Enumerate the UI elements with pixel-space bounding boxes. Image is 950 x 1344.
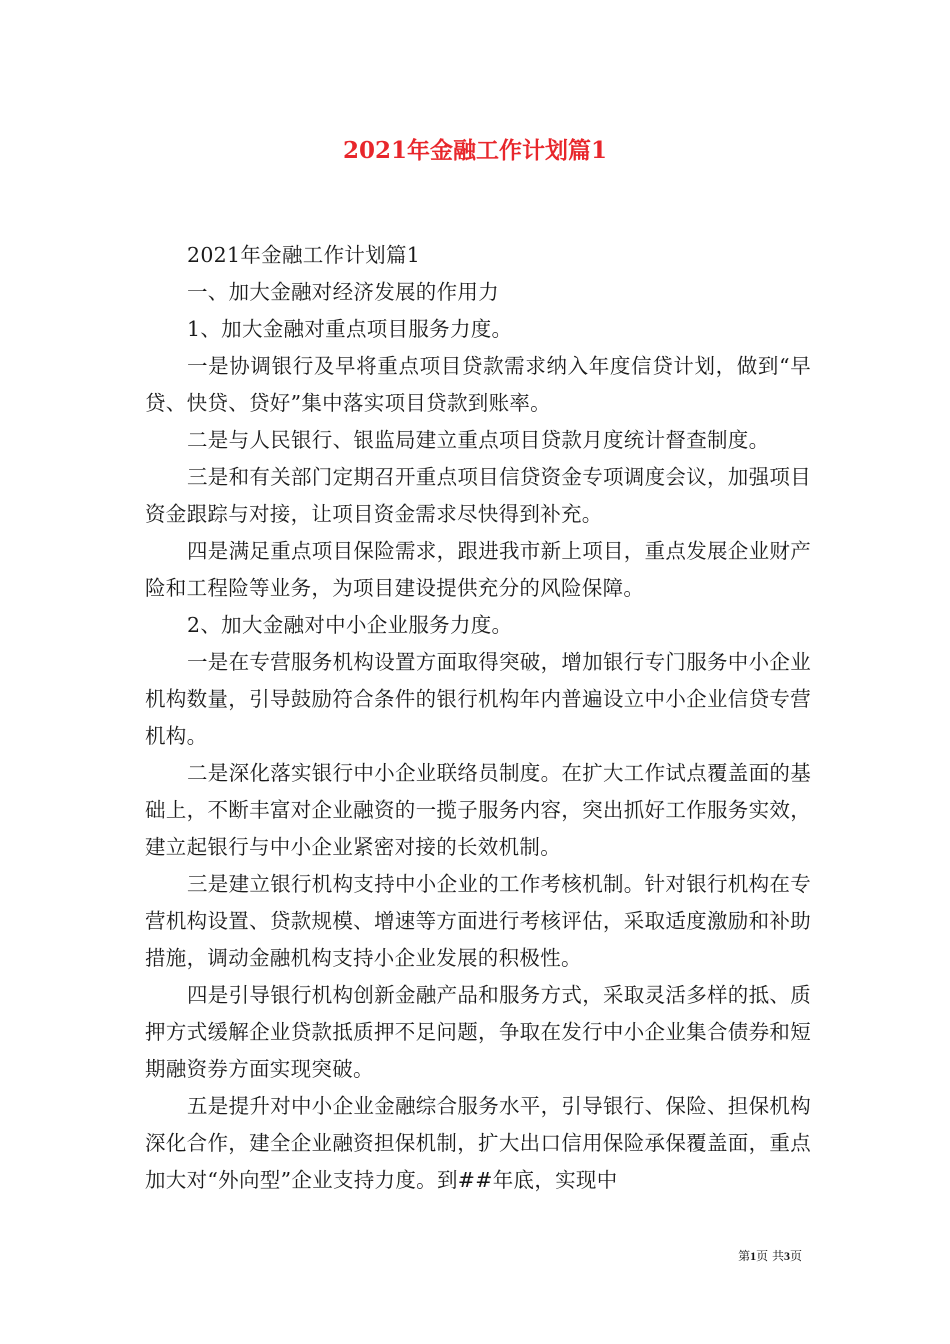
- page-footer: [738, 1247, 802, 1264]
- paragraph: 2、加大金融对中小企业服务力度。: [187, 613, 513, 637]
- paragraph: 三是和有关部门定期召开重点项目信贷资金专项调度会议，加强项目资金跟踪与对接，让项目资金需求尽快得到补充。: [145, 465, 811, 526]
- document-title: 2021年金融工作计划篇1: [342, 137, 608, 164]
- document-body: [145, 237, 811, 1199]
- footer-middle: 页 共: [756, 1249, 784, 1263]
- paragraph: 1、加大金融对重点项目服务力度。: [187, 317, 513, 341]
- footer-prefix: 第: [738, 1249, 751, 1263]
- paragraph: 一是协调银行及早将重点项目贷款需求纳入年度信贷计划，做到“早贷、快贷、贷好”集中落实项目贷款到账率。: [145, 354, 811, 415]
- footer-current-page: 1: [750, 1249, 757, 1263]
- paragraph: 四是满足重点项目保险需求，跟进我市新上项目，重点发展企业财产险和工程险等业务，为项目建设提供充分的风险保障。: [145, 539, 811, 600]
- paragraph: 2021年金融工作计划篇1: [187, 243, 421, 267]
- paragraph: 一、加大金融对经济发展的作用力: [187, 280, 499, 304]
- paragraph: 一是在专营服务机构设置方面取得突破，增加银行专门服务中小企业机构数量，引导鼓励符合条件的银行机构年内普遍设立中小企业信贷专营机构。: [145, 650, 811, 748]
- paragraph: 三是建立银行机构支持中小企业的工作考核机制。针对银行机构在专营机构设置、贷款规模、增速等方面进行考核评估，采取适度激励和补助措施，调动金融机构支持小企业发展的积极性。: [145, 872, 811, 970]
- paragraph: 二是深化落实银行中小企业联络员制度。在扩大工作试点覆盖面的基础上，不断丰富对企业融资的一揽子服务内容，突出抓好工作服务实效，建立起银行与中小企业紧密对接的长效机制。: [145, 761, 811, 859]
- paragraph: 五是提升对中小企业金融综合服务水平，引导银行、保险、担保机构深化合作，建全企业融资担保机制，扩大出口信用保险承保覆盖面，重点加大对“外向型”企业支持力度。到##年底，实现中: [145, 1094, 811, 1192]
- paragraph: 二是与人民银行、银监局建立重点项目贷款月度统计督查制度。: [187, 428, 770, 452]
- footer-total-pages: 3: [783, 1249, 790, 1263]
- footer-suffix: 页: [789, 1249, 802, 1263]
- paragraph: 四是引导银行机构创新金融产品和服务方式，采取灵活多样的抵、质押方式缓解企业贷款抵质押不足问题，争取在发行中小企业集合债券和短期融资券方面实现突破。: [145, 983, 811, 1081]
